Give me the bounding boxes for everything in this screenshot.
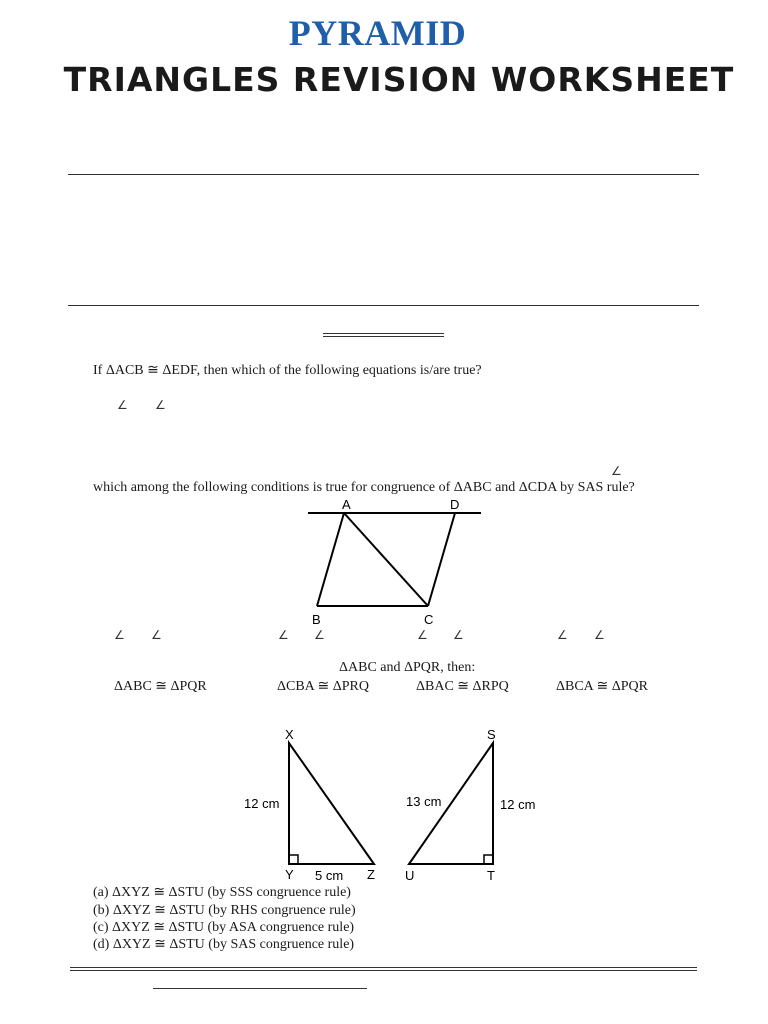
vertex-label-d: D [450, 497, 460, 512]
brand-title: PYRAMID [288, 13, 467, 53]
short-double-rule-top [323, 333, 444, 334]
parallelogram-figure [300, 494, 490, 630]
top-divider [68, 174, 699, 175]
question-2-text: which among the following conditions is true for congruence of ΔABC and ΔCDA by SAS rule? [93, 480, 635, 495]
vertex-label-c: C [424, 612, 434, 627]
right-angle-marker-y [289, 855, 298, 864]
question-3-text: ΔABC and ΔPQR, then: [339, 660, 476, 675]
question-3-option-b: ΔCBA ≅ ΔPRQ [277, 679, 369, 694]
bottom-double-rule-top [70, 967, 697, 968]
triangle-xyz [289, 743, 374, 864]
angle-symbol-icon: ∠ [117, 398, 128, 412]
question-3-option-d: ΔBCA ≅ ΔPQR [556, 679, 648, 694]
diagonal-ac [344, 513, 428, 606]
question-4-option-b: (b) ΔXYZ ≅ ΔSTU (by RHS congruence rule) [93, 903, 356, 918]
side-label-st: 12 cm [500, 797, 536, 812]
right-triangles-figure [244, 723, 548, 885]
angle-symbol-icon: ∠ [114, 628, 125, 642]
vertex-label-s: S [487, 727, 496, 742]
angle-symbol-icon: ∠ [611, 464, 622, 478]
angle-symbol-icon: ∠ [151, 628, 162, 642]
vertex-label-z: Z [367, 867, 375, 882]
right-angle-marker-t [484, 855, 493, 864]
vertex-label-y: Y [285, 867, 294, 882]
angle-symbol-icon: ∠ [453, 628, 464, 642]
middle-divider [68, 305, 699, 306]
worksheet-title: TRIANGLES REVISION WORKSHEET [63, 60, 735, 99]
line-ab [317, 513, 344, 606]
line-dc [428, 513, 455, 606]
vertex-label-u: U [405, 868, 415, 883]
angle-symbol-icon: ∠ [155, 398, 166, 412]
angle-symbol-icon: ∠ [417, 628, 428, 642]
bottom-double-rule-bottom [70, 970, 697, 971]
side-label-yz: 5 cm [315, 868, 344, 883]
angle-symbol-icon: ∠ [594, 628, 605, 642]
question-4-option-a: (a) ΔXYZ ≅ ΔSTU (by SSS congruence rule) [93, 885, 351, 900]
side-label-su: 13 cm [406, 794, 442, 809]
question-4-option-d: (d) ΔXYZ ≅ ΔSTU (by SAS congruence rule) [93, 937, 355, 952]
angle-symbol-icon: ∠ [278, 628, 289, 642]
angle-symbol-icon: ∠ [557, 628, 568, 642]
vertex-label-t: T [487, 868, 495, 883]
angle-symbol-icon: ∠ [314, 628, 325, 642]
vertex-label-a: A [342, 497, 351, 512]
question-3-option-a: ΔABC ≅ ΔPQR [114, 679, 207, 694]
vertex-label-x: X [285, 727, 294, 742]
vertex-label-b: B [312, 612, 321, 627]
question-4-option-c: (c) ΔXYZ ≅ ΔSTU (by ASA congruence rule) [93, 920, 355, 935]
side-label-xy: 12 cm [244, 796, 280, 811]
short-double-rule-bottom [323, 336, 444, 337]
question-3-option-c: ΔBAC ≅ ΔRPQ [416, 679, 509, 694]
signature-line [153, 988, 367, 989]
question-1-text: If ΔACB ≅ ΔEDF, then which of the following equations is/are true? [93, 363, 482, 378]
